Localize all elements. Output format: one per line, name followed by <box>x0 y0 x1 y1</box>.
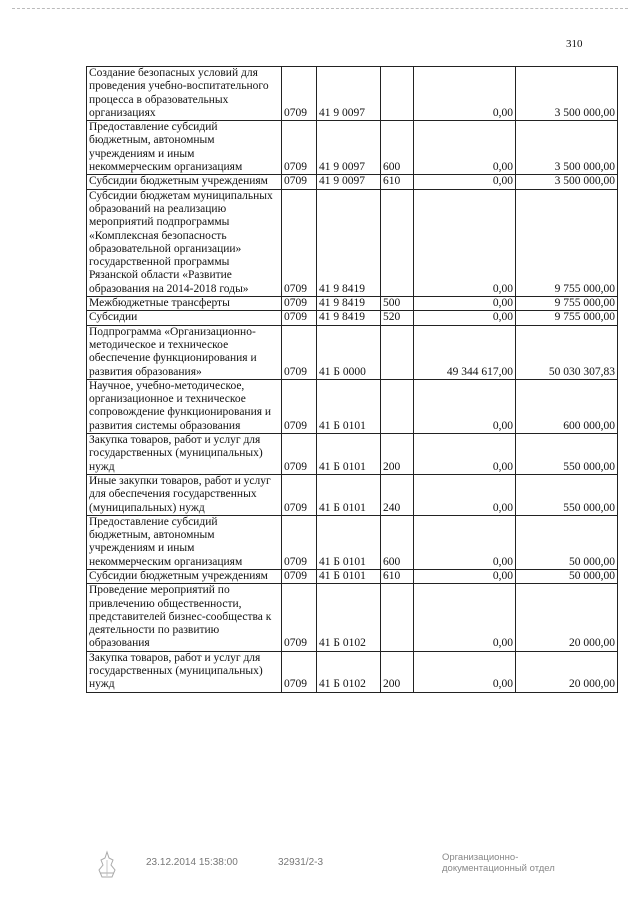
row-section: 0709 <box>282 584 317 651</box>
row-sum-1: 0,00 <box>414 121 516 175</box>
row-sum-1: 0,00 <box>414 651 516 692</box>
row-name: Предоставление субсидий бюджетным, автономным учреждениям и иным некоммерческим организациям <box>87 515 282 569</box>
row-section: 0709 <box>282 311 317 325</box>
row-sum-1: 0,00 <box>414 515 516 569</box>
row-section: 0709 <box>282 474 317 515</box>
row-sum-2: 9 755 000,00 <box>516 189 618 296</box>
row-type: 200 <box>381 434 414 475</box>
row-section: 0709 <box>282 379 317 433</box>
row-section: 0709 <box>282 189 317 296</box>
row-type: 500 <box>381 297 414 311</box>
row-article: 41 9 0097 <box>317 175 381 189</box>
department-stamp <box>442 852 555 874</box>
row-name: Субсидии бюджетным учреждениям <box>87 569 282 583</box>
row-type: 600 <box>381 515 414 569</box>
row-sum-2: 3 500 000,00 <box>516 67 618 121</box>
row-section: 0709 <box>282 434 317 475</box>
row-type: 240 <box>381 474 414 515</box>
row-sum-1: 49 344 617,00 <box>414 325 516 379</box>
seal-stamp-icon <box>96 850 118 880</box>
row-sum-2: 20 000,00 <box>516 651 618 692</box>
row-article: 41 Б 0101 <box>317 515 381 569</box>
row-sum-2: 50 000,00 <box>516 569 618 583</box>
row-section: 0709 <box>282 121 317 175</box>
row-sum-2: 600 000,00 <box>516 379 618 433</box>
row-article: 41 Б 0101 <box>317 379 381 433</box>
row-type <box>381 379 414 433</box>
table-row <box>87 651 618 692</box>
row-sum-1: 0,00 <box>414 584 516 651</box>
row-sum-2: 50 030 307,83 <box>516 325 618 379</box>
row-type <box>381 67 414 121</box>
row-type <box>381 325 414 379</box>
table-row <box>87 325 618 379</box>
row-sum-2: 9 755 000,00 <box>516 311 618 325</box>
row-sum-1: 0,00 <box>414 311 516 325</box>
row-sum-2: 3 500 000,00 <box>516 175 618 189</box>
department-line-1: Организационно- <box>442 852 519 863</box>
row-sum-1: 0,00 <box>414 67 516 121</box>
row-name: Субсидии бюджетным учреждениям <box>87 175 282 189</box>
row-name: Предоставление субсидий бюджетным, автономным учреждениям и иным некоммерческим организациям <box>87 121 282 175</box>
row-name: Подпрограмма «Организационно-методическое и техническое обеспечение функционирования и развития образования» <box>87 325 282 379</box>
table-row <box>87 175 618 189</box>
row-name: Субсидии бюджетам муниципальных образований на реализацию мероприятий подпрограммы «Комплексная безопасность образовательной организации» государственной программы Рязанской области «Развитие образования на 2014-2018 годы» <box>87 189 282 296</box>
row-type: 520 <box>381 311 414 325</box>
table-row <box>87 311 618 325</box>
footer-timestamp: 23.12.2014 15:38:00 <box>146 857 238 868</box>
row-section: 0709 <box>282 651 317 692</box>
row-article: 41 9 8419 <box>317 189 381 296</box>
row-article: 41 Б 0101 <box>317 569 381 583</box>
row-article: 41 Б 0102 <box>317 651 381 692</box>
row-type: 610 <box>381 569 414 583</box>
row-name: Научное, учебно-методическое, организационное и техническое сопровождение функционирования и развития системы образования <box>87 379 282 433</box>
page-top-rule <box>12 8 628 9</box>
row-section: 0709 <box>282 569 317 583</box>
row-article: 41 9 0097 <box>317 67 381 121</box>
row-sum-2: 3 500 000,00 <box>516 121 618 175</box>
row-type: 600 <box>381 121 414 175</box>
row-sum-2: 9 755 000,00 <box>516 297 618 311</box>
row-sum-2: 20 000,00 <box>516 584 618 651</box>
row-name: Закупка товаров, работ и услуг для государственных (муниципальных) нужд <box>87 434 282 475</box>
row-type: 610 <box>381 175 414 189</box>
row-sum-1: 0,00 <box>414 189 516 296</box>
footer-doc-code: 32931/2-3 <box>278 857 324 868</box>
budget-table-body <box>87 67 618 693</box>
row-article: 41 Б 0102 <box>317 584 381 651</box>
row-sum-1: 0,00 <box>414 297 516 311</box>
row-type: 200 <box>381 651 414 692</box>
row-section: 0709 <box>282 175 317 189</box>
row-name: Субсидии <box>87 311 282 325</box>
table-row <box>87 515 618 569</box>
row-article: 41 9 8419 <box>317 311 381 325</box>
department-line-2: документационный отдел <box>442 863 555 874</box>
table-row <box>87 434 618 475</box>
table-row <box>87 569 618 583</box>
row-sum-1: 0,00 <box>414 474 516 515</box>
row-type <box>381 189 414 296</box>
row-section: 0709 <box>282 325 317 379</box>
row-article: 41 Б 0000 <box>317 325 381 379</box>
row-type <box>381 584 414 651</box>
row-name: Закупка товаров, работ и услуг для государственных (муниципальных) нужд <box>87 651 282 692</box>
table-row <box>87 297 618 311</box>
row-article: 41 9 0097 <box>317 121 381 175</box>
row-sum-1: 0,00 <box>414 434 516 475</box>
table-row <box>87 189 618 296</box>
row-name: Иные закупки товаров, работ и услуг для обеспечения государственных (муниципальных) нужд <box>87 474 282 515</box>
row-section: 0709 <box>282 297 317 311</box>
page-number: 310 <box>566 38 583 50</box>
row-section: 0709 <box>282 67 317 121</box>
table-row <box>87 584 618 651</box>
table-row <box>87 67 618 121</box>
table-row <box>87 474 618 515</box>
row-sum-1: 0,00 <box>414 569 516 583</box>
row-name: Проведение мероприятий по привлечению общественности, представителей бизнес-сообщества к деятельности по развитию образования <box>87 584 282 651</box>
budget-table <box>86 66 618 693</box>
row-sum-2: 50 000,00 <box>516 515 618 569</box>
row-article: 41 Б 0101 <box>317 434 381 475</box>
row-sum-2: 550 000,00 <box>516 474 618 515</box>
table-row <box>87 121 618 175</box>
row-article: 41 9 8419 <box>317 297 381 311</box>
row-name: Межбюджетные трансферты <box>87 297 282 311</box>
table-row <box>87 379 618 433</box>
row-sum-1: 0,00 <box>414 175 516 189</box>
row-article: 41 Б 0101 <box>317 474 381 515</box>
row-sum-2: 550 000,00 <box>516 434 618 475</box>
row-sum-1: 0,00 <box>414 379 516 433</box>
row-section: 0709 <box>282 515 317 569</box>
row-name: Создание безопасных условий для проведения учебно-воспитательного процесса в образовательных организациях <box>87 67 282 121</box>
